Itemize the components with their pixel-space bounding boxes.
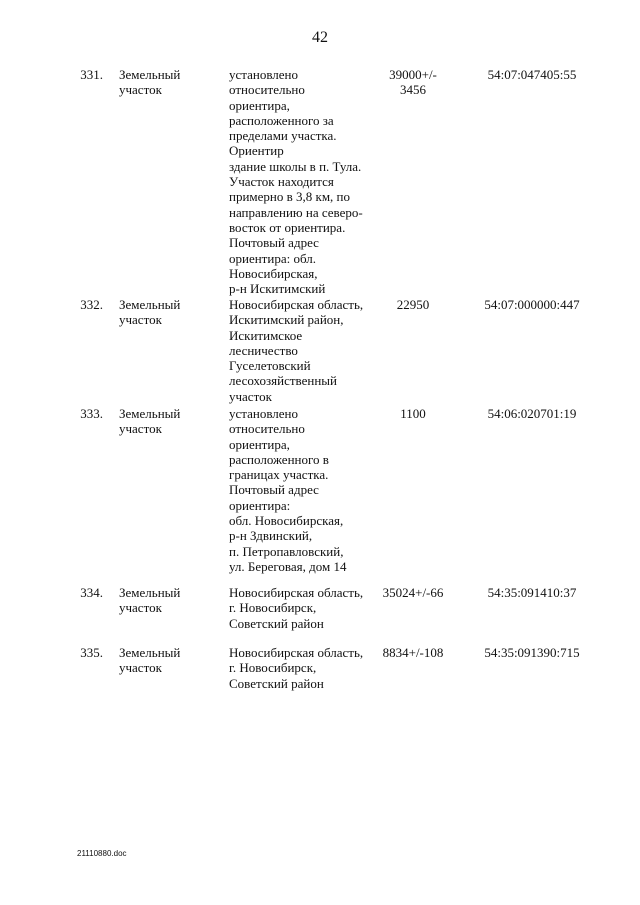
location-description-line: лесохозяйственный: [229, 373, 337, 389]
object-type: [119, 67, 219, 98]
location-description-line: Почтовый адрес: [229, 235, 319, 251]
location-description-line: Новосибирская,: [229, 265, 318, 281]
area-value: [381, 645, 445, 660]
area-value-line: 8834+/-108: [382, 645, 444, 660]
object-type-line: участок: [119, 82, 162, 98]
location-description-line: Новосибирская область,: [229, 645, 364, 660]
location-description-line: ориентира,: [229, 97, 290, 113]
location-description: [229, 406, 379, 574]
object-type-line: участок: [119, 600, 162, 616]
object-type-line: Земельный: [119, 645, 181, 660]
object-type: [119, 297, 219, 328]
location-description-line: лесничество: [229, 342, 298, 358]
area-value-line: 22950: [396, 297, 430, 312]
object-type-line: Земельный: [119, 67, 181, 82]
object-type-line: участок: [119, 312, 162, 328]
location-description-line: Советский район: [229, 615, 324, 631]
location-description-line: примерно в 3,8 км, по: [229, 189, 351, 205]
area-value-line: 35024+/-66: [382, 585, 444, 600]
document-filename: 21110880.doc: [77, 849, 127, 858]
location-description-line: Новосибирская область,: [229, 297, 364, 312]
location-description-line: Гуселетовский: [229, 358, 311, 374]
object-type: [119, 645, 219, 676]
object-type-line: Земельный: [119, 585, 181, 600]
location-description-line: относительно: [229, 82, 305, 98]
location-description-line: установлено: [229, 67, 299, 82]
area-value: [381, 297, 445, 312]
location-description-line: расположенного в: [229, 451, 329, 467]
area-value-line: 3456: [400, 82, 426, 98]
location-description: [229, 585, 379, 631]
cadastral-number: 54:35:091390:715: [484, 645, 580, 660]
location-description-line: ориентира:: [229, 497, 291, 513]
page-number: 42: [312, 29, 328, 46]
location-description: [229, 297, 379, 404]
location-description-line: г. Новосибирск,: [229, 660, 317, 676]
location-description-line: р-н Искитимский: [229, 281, 326, 297]
area-value-line: 39000+/-: [389, 67, 437, 82]
location-description-line: ул. Береговая, дом 14: [229, 558, 347, 574]
object-type-line: Земельный: [119, 406, 181, 421]
row-number: 334.: [80, 585, 103, 600]
object-type-line: Земельный: [119, 297, 181, 312]
location-description: [229, 67, 379, 296]
row-number: 331.: [80, 67, 103, 82]
location-description-line: Искитимское: [229, 327, 303, 343]
location-description-line: здание школы в п. Тула.: [229, 158, 362, 174]
location-description-line: ориентира: обл.: [229, 250, 316, 266]
location-description-line: участок: [229, 388, 272, 404]
object-type: [119, 585, 219, 616]
area-value: [381, 67, 445, 98]
location-description-line: обл. Новосибирская,: [229, 513, 344, 529]
location-description-line: границах участка.: [229, 467, 329, 483]
cadastral-number: 54:07:000000:447: [484, 297, 580, 312]
location-description-line: Советский район: [229, 675, 324, 691]
location-description-line: восток от ориентира.: [229, 219, 346, 235]
location-description-line: Новосибирская область,: [229, 585, 364, 600]
area-value: [381, 585, 445, 600]
row-number: 335.: [80, 645, 103, 660]
row-number: 332.: [80, 297, 103, 312]
location-description-line: Участок находится: [229, 174, 334, 190]
location-description: [229, 645, 379, 691]
location-description-line: р-н Здвинский,: [229, 528, 313, 544]
location-description-line: относительно: [229, 421, 305, 437]
cadastral-number: 54:07:047405:55: [487, 67, 577, 82]
location-description-line: Почтовый адрес: [229, 482, 319, 498]
location-description-line: ориентира,: [229, 436, 290, 452]
cadastral-number: 54:35:091410:37: [487, 585, 577, 600]
row-number: 333.: [80, 406, 103, 421]
area-value-line: 1100: [400, 406, 426, 421]
object-type: [119, 406, 219, 437]
location-description-line: направлению на северо-: [229, 204, 363, 220]
object-type-line: участок: [119, 660, 162, 676]
location-description-line: пределами участка.: [229, 128, 337, 144]
area-value: [381, 406, 445, 421]
location-description-line: п. Петропавловский,: [229, 543, 344, 559]
location-description-line: г. Новосибирск,: [229, 600, 317, 616]
cadastral-number: 54:06:020701:19: [487, 406, 577, 421]
location-description-line: Искитимский район,: [229, 312, 344, 328]
object-type-line: участок: [119, 421, 162, 437]
location-description-line: установлено: [229, 406, 299, 421]
location-description-line: Ориентир: [229, 143, 284, 159]
location-description-line: расположенного за: [229, 112, 334, 128]
